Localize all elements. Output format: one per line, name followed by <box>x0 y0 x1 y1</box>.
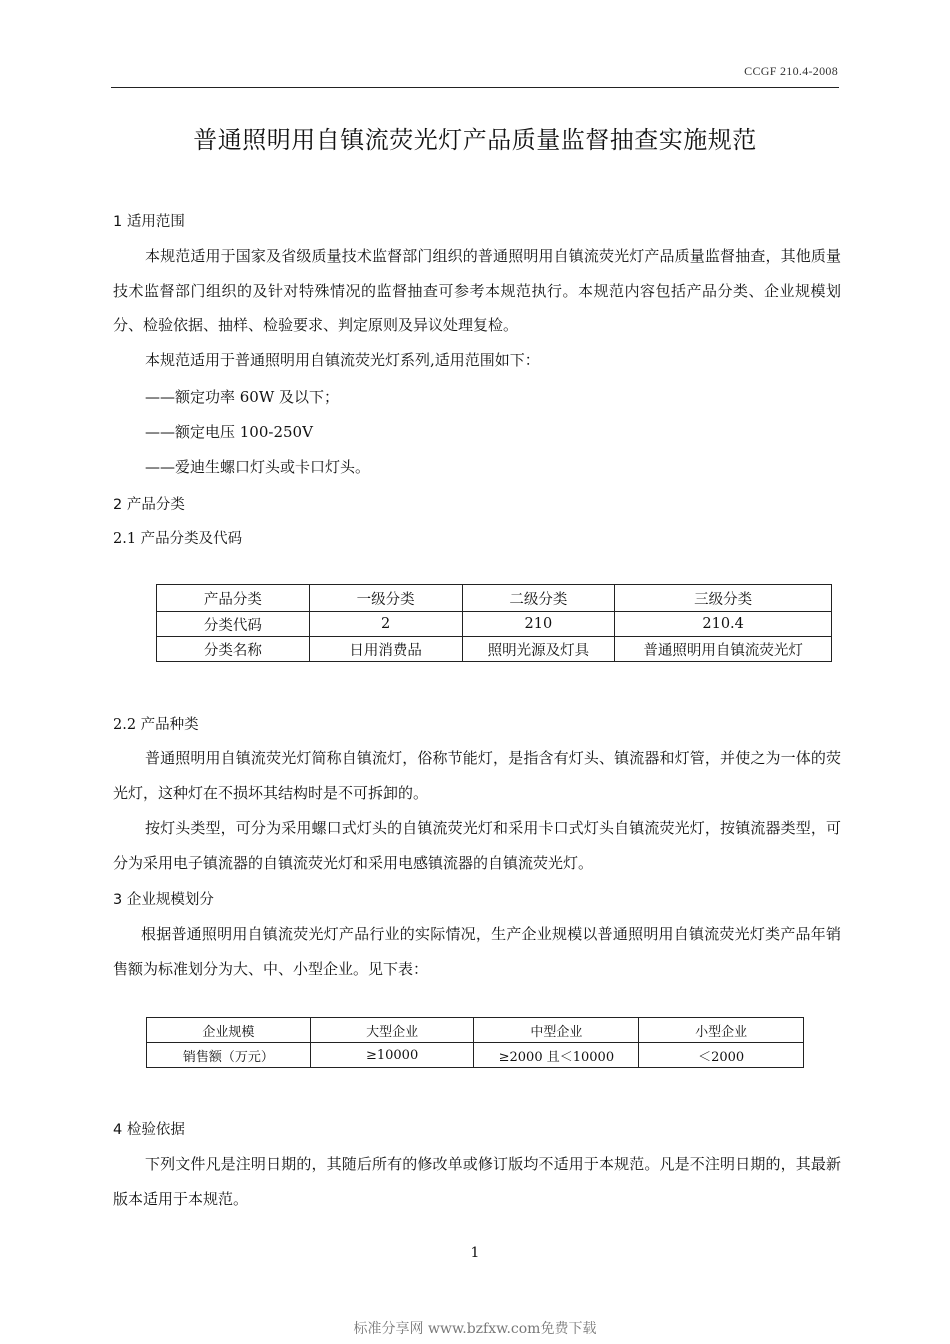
section-2-heading: 2 产品分类 <box>113 497 185 513</box>
table-row <box>157 612 832 637</box>
table-cell: 中型企业 <box>474 1018 639 1043</box>
table-cell: 分类代码 <box>157 612 310 637</box>
scope-item-power: ——额定功率 60W 及以下； <box>145 388 340 406</box>
footer-watermark: 标准分享网 www.bzfxw.com免费下载 <box>353 1321 597 1337</box>
table-cell: ≥2000 且＜10000 <box>474 1043 639 1068</box>
table-row <box>147 1043 804 1068</box>
section-2-1-heading: 2.1 产品分类及代码 <box>113 531 243 547</box>
table-row <box>157 585 832 612</box>
table-cell: ＜2000 <box>639 1043 804 1068</box>
table-cell: 分类名称 <box>157 637 310 662</box>
scope-item-base: ——爱迪生螺口灯头或卡口灯头。 <box>145 458 371 476</box>
table-cell: 小型企业 <box>639 1018 804 1043</box>
table-cell: 企业规模 <box>147 1018 311 1043</box>
table-cell: 日用消费品 <box>309 637 462 662</box>
product-classification-table <box>156 584 832 662</box>
enterprise-scale-table <box>146 1017 804 1068</box>
table-cell: 一级分类 <box>309 585 462 612</box>
table-row <box>147 1018 804 1043</box>
table-cell: 210 <box>462 612 615 637</box>
section-2-2-paragraph-1: 普通照明用自镇流荧光灯简称自镇流灯，俗称节能灯，是指含有灯头、镇流器和灯管，并使之为一体的荧光灯，这种灯在不损坏其结构时是不可拆卸的。 <box>113 749 841 802</box>
table-cell: 普通照明用自镇流荧光灯 <box>615 637 832 662</box>
section-2-2-heading: 2.2 产品种类 <box>113 717 199 733</box>
table-cell: 2 <box>309 612 462 637</box>
table-cell: 产品分类 <box>157 585 310 612</box>
section-1-paragraph-2: 本规范适用于普通照明用自镇流荧光灯系列,适用范围如下： <box>145 351 540 369</box>
header-rule <box>111 87 839 88</box>
page-title: 普通照明用自镇流荧光灯产品质量监督抽查实施规范 <box>193 126 757 154</box>
section-1-heading: 1 适用范围 <box>113 214 185 230</box>
section-4-paragraph: 下列文件凡是注明日期的，其随后所有的修改单或修订版均不适用于本规范。凡是不注明日期的，其最新版本适用于本规范。 <box>113 1155 841 1208</box>
table-cell: 210.4 <box>615 612 832 637</box>
table-cell: 二级分类 <box>462 585 615 612</box>
section-3-heading: 3 企业规模划分 <box>113 892 214 908</box>
table-cell: 大型企业 <box>310 1018 474 1043</box>
page-number: 1 <box>470 1245 480 1261</box>
section-3-paragraph: 根据普通照明用自镇流荧光灯产品行业的实际情况，生产企业规模以普通照明用自镇流荧光灯类产品年销售额为标准划分为大、中、小型企业。见下表： <box>113 925 841 978</box>
table-cell: 照明光源及灯具 <box>462 637 615 662</box>
section-4-heading: 4 检验依据 <box>113 1122 185 1138</box>
section-2-2-paragraph-2: 按灯头类型，可分为采用螺口式灯头的自镇流荧光灯和采用卡口式灯头自镇流荧光灯，按镇流器类型，可分为采用电子镇流器的自镇流荧光灯和采用电感镇流器的自镇流荧光灯。 <box>113 819 841 872</box>
document-code: CCGF 210.4-2008 <box>744 64 838 78</box>
table-row <box>157 637 832 662</box>
table-cell: 销售额（万元） <box>147 1043 311 1068</box>
table-cell: ≥10000 <box>310 1043 474 1068</box>
scope-item-voltage: ——额定电压 100-250V <box>145 423 313 441</box>
section-1-paragraph-1: 本规范适用于国家及省级质量技术监督部门组织的普通照明用自镇流荧光灯产品质量监督抽查，其他质量技术监督部门组织的及针对特殊情况的监督抽查可参考本规范执行。本规范内容包括产品分类、企业规模划分、检验依据、抽样、检验要求、判定原则及异议处理复检。 <box>113 247 841 334</box>
table-cell: 三级分类 <box>615 585 832 612</box>
